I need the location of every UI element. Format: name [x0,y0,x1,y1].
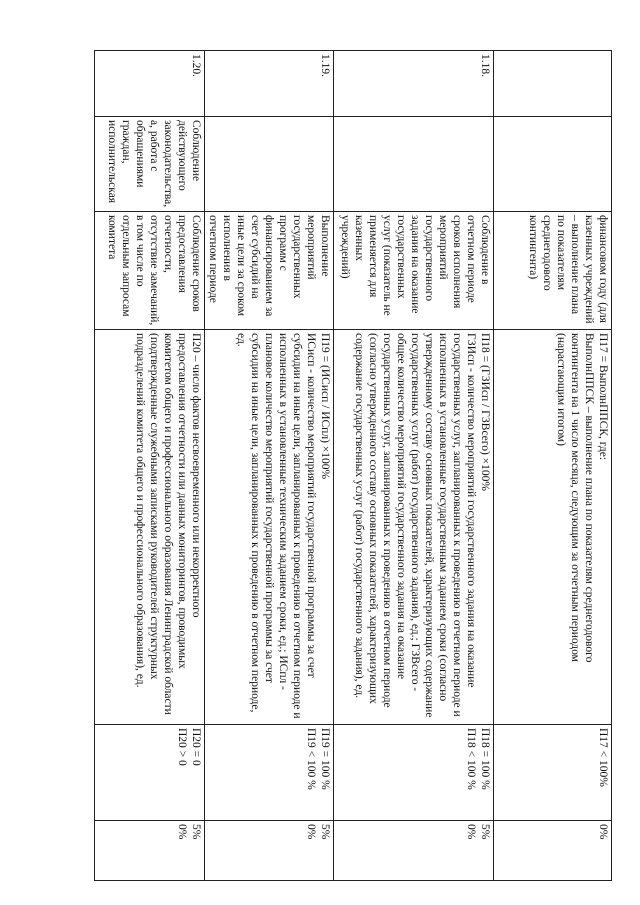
table-row [334,51,494,881]
formula: П18 = (ГЗИсп / ГЗВсего) ×100% [479,333,491,491]
condition: П17 < 100% [597,728,609,787]
condition-alt: П18 < 100 % [465,728,477,790]
condition: П19 = 100 % [319,728,331,790]
indicator-name: Соблюдение в отчетном периоде сроков исполнения мероприятий государственного задания на оказание государственных услуг (показатель не применяется для казенных учреждений) [334,212,494,330]
criterion-name [494,117,612,212]
score-cell [95,821,205,881]
formula: П20 – число фактов несвоевременного или некорректного [190,333,202,618]
formula-description: ВыполнППСК – выполнение плана по показателям среднегодового контингента на 1 число месяца, следующим за отчетным периодом (нарастающим итогом) [555,333,595,663]
indicator-name: Соблюдение сроков предоставления отчетности, отсутствие замечаний, в том числе по отдельным запросам комитета [95,212,205,330]
score: 0% [305,824,317,840]
criterion-name: Соблюдение действующего законодательства, а, работа с обращениями граждан, исполнительская [95,117,205,212]
formula-cell [95,330,205,725]
condition-alt: П19 < 100 % [305,728,317,790]
weight: 5% [319,824,331,840]
formula-description: ИСисп - количество мероприятий государственной программы за счет субсидии на иные цели, запланированных к проведению в отчетном периоде и исполненных в установленные техническим заданием сроки, ед.; ИСпл - плановое количество мероприятий государственной программы за счет субсидии на иные цели, запланированных к проведению в отчетном периоде, ед. [235,333,317,719]
condition-cell [334,725,494,821]
formula-cell [205,330,334,725]
score-cell [205,821,334,881]
formula-cell [334,330,494,725]
criterion-name [205,117,334,212]
formula: П17 = ВыполнППСК, где: [597,333,609,461]
score: 0% [176,824,188,840]
criteria-table [94,50,612,881]
condition-cell [95,725,205,821]
score: 0% [597,824,609,840]
formula-cell [494,330,612,725]
row-number: 1.19. [205,51,334,117]
condition: П18 = 100 % [479,728,491,790]
score-cell [494,821,612,881]
row-number: 1.20. [95,51,205,117]
table-row [95,51,205,881]
condition: П20 = 0 [190,728,202,766]
indicator-name: финансовом году (для казенных учреждений – выполнение плана по показателям среднегодового контингента) [494,212,612,330]
score-cell [334,821,494,881]
condition-cell [205,725,334,821]
formula-description: ГЗИсп - количество мероприятий государственного задания на оказание государственных услуг, запланированных к проведению в отчетном периоде и исполненных в установленные государственным заданием сроки (согласно утвержденному составу основных показателей, характеризующих содержание государственных услуг (работ) государственного задания), ед.; ГЗВсего - общее количество мероприятий государственного задания на оказание государственных услуг, запланированных к проведению в отчетном периоде (согласно утвержденного составу основных показателей, характеризующих содержание государственных услуг (работ) государственного задания), ед. [353,333,477,718]
table-row [205,51,334,881]
table-row [494,51,612,881]
formula-description: предоставления отчетности или данных мониторингов, проводимых комитетом общего и профессионального образования Ленинградской области (подтвержденные служебными записками руководителей структурных подразделений комитета общего и профессионального образования), ед. [134,333,188,715]
formula: П19 = (ИСисп / ИСпл) ×100% [319,333,331,480]
criterion-name [334,117,494,212]
indicator-name: Выполнение мероприятий государственных программ с финансированием за счет субсидий на иные цели за сроком исполнения в отчетном периоде [205,212,334,330]
row-number: 1.18. [334,51,494,117]
row-number [494,51,612,117]
condition-alt: П20 > 0 [176,728,188,766]
score: 0% [465,824,477,840]
weight: 5% [190,824,202,840]
condition-cell [494,725,612,821]
weight: 5% [479,824,491,840]
